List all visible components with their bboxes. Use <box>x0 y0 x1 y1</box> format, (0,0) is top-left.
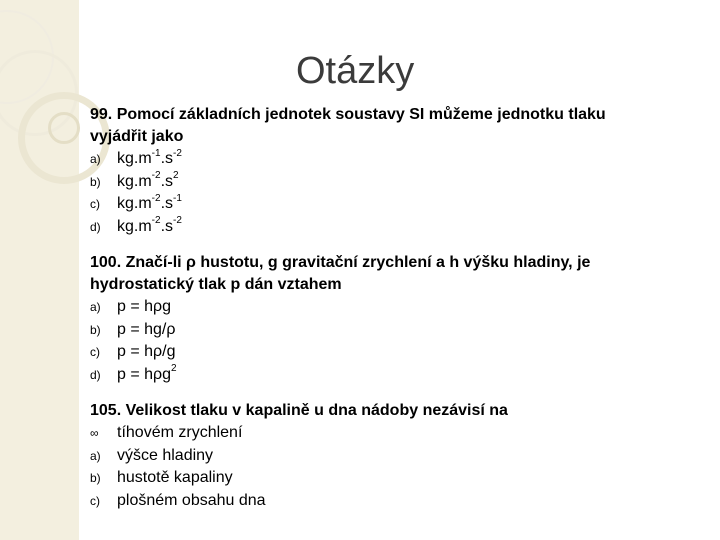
option-marker: a) <box>90 300 101 314</box>
question-text: 100. Značí-li ρ hustotu, g gravitační zrychlení a h výšku hladiny, je <box>90 254 591 271</box>
question-100 <box>90 252 700 386</box>
option-marker: a) <box>90 152 101 166</box>
option-text: výšce hladiny <box>117 446 214 464</box>
option-text: p = hρg <box>117 298 172 315</box>
answer-option-a <box>90 148 700 171</box>
question-text: hydrostatický tlak p dán vztahem <box>90 276 342 293</box>
option-text: p = hg/ρ <box>117 320 176 338</box>
option-text: p = hρg$^2$ <box>117 363 177 383</box>
option-marker: c) <box>90 345 100 359</box>
answer-option-c <box>90 193 700 216</box>
answer-option-b <box>90 171 700 194</box>
decorative-sidebar <box>0 0 79 540</box>
question-text: vyjádřit jako <box>90 128 184 145</box>
option-text: $kg.m^{-1}.s^{-2}$ <box>117 147 182 167</box>
slide-title: Otázky <box>296 50 415 92</box>
option-marker: a) <box>90 448 101 463</box>
option-marker: b) <box>90 174 101 189</box>
answer-option-c <box>90 490 700 513</box>
option-marker: d) <box>90 219 101 234</box>
option-marker: c) <box>90 197 100 211</box>
option-text: hustotě kapaliny <box>117 469 233 486</box>
option-marker: c) <box>90 493 100 508</box>
option-marker: b) <box>90 322 101 337</box>
answer-option-d <box>90 364 700 387</box>
option-text: plošném obsahu dna <box>117 491 266 509</box>
answer-option-b <box>90 467 700 490</box>
question-text: 105. Velikost tlaku v kapalině u dna nádoby nezávisí na <box>90 402 508 419</box>
answer-option-a <box>90 445 700 468</box>
question-105 <box>90 400 700 512</box>
option-text: $kg.m^{-2}.s^2$ <box>117 170 179 190</box>
option-text: tíhovém zrychlení <box>117 424 243 441</box>
question-text: 99. Pomocí základních jednotek soustavy SI můžeme jednotku tlaku <box>90 106 606 123</box>
answer-option-c <box>90 341 700 364</box>
answer-option-d <box>90 216 700 239</box>
decorative-ring <box>48 112 80 144</box>
infinity-bullet-icon: ∞ <box>90 426 99 440</box>
option-text: $kg.m^{-2}.s^{-2}$ <box>117 215 182 235</box>
question-99 <box>90 104 700 238</box>
answer-option-bullet <box>90 422 700 445</box>
option-text: $kg.m^{-2}.s^{-1}$ <box>117 192 182 212</box>
option-text: p = hρ/g <box>117 343 176 360</box>
answer-option-b <box>90 319 700 342</box>
option-marker: b) <box>90 471 101 485</box>
questions-list <box>90 104 700 526</box>
answer-option-a <box>90 296 700 319</box>
option-marker: d) <box>90 367 101 382</box>
